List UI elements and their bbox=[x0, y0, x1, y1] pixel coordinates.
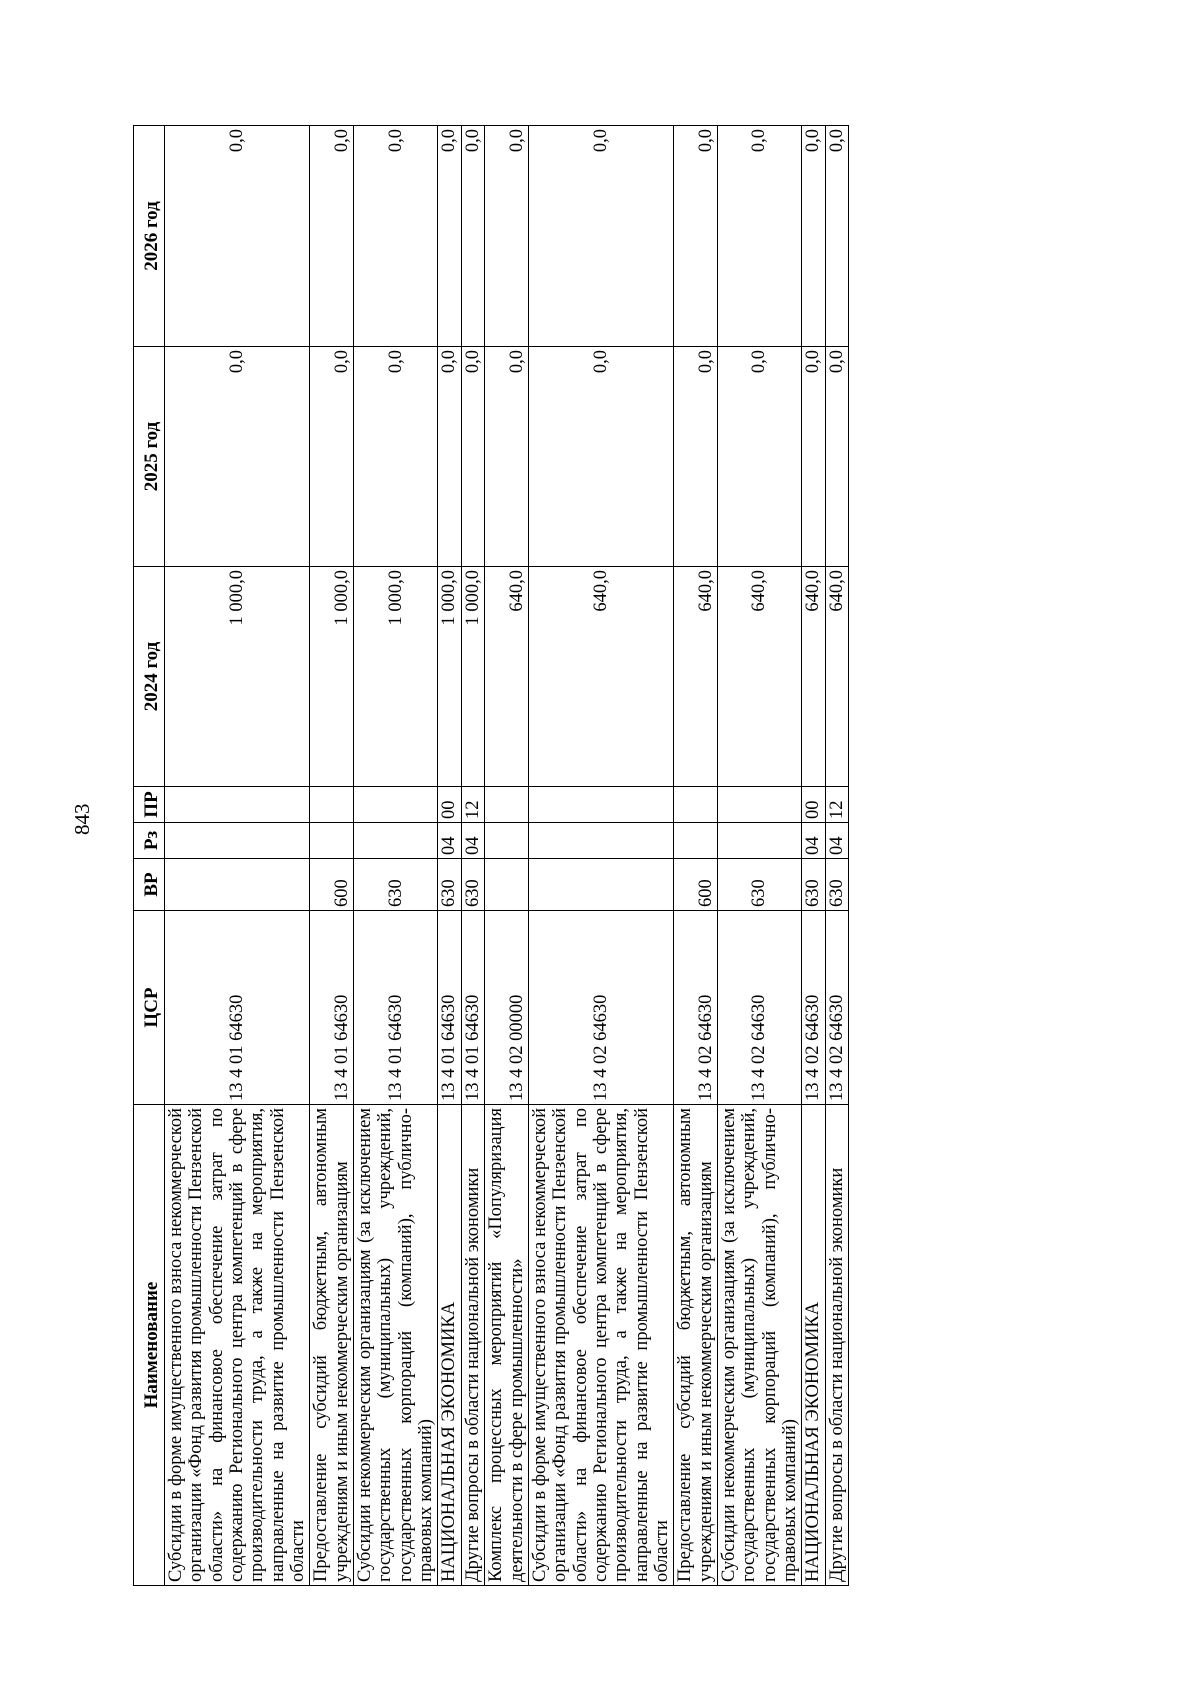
table-row bbox=[438, 126, 461, 1586]
table-cell-2024: 1 000,0 bbox=[461, 567, 484, 787]
header-2026: 2026 год bbox=[134, 126, 165, 347]
table-cell-2026: 0,0 bbox=[310, 126, 354, 347]
table-cell-csr: 13 4 02 64630 bbox=[674, 911, 718, 1105]
table-cell-name: Другие вопросы в области национальной экономики bbox=[461, 1105, 484, 1586]
table-cell-2026: 0,0 bbox=[528, 126, 673, 347]
table-cell-csr: 13 4 01 64630 bbox=[461, 911, 484, 1105]
table-cell-name: Субсидии некоммерческим организациям (за исключением государственных (муниципальных) учреждений, государственных корпораций (компаний), публично-правовых компаний) bbox=[717, 1105, 801, 1586]
table-cell-2024: 1 000,0 bbox=[310, 567, 354, 787]
table-cell-2025: 0,0 bbox=[717, 347, 801, 567]
table-cell-pr bbox=[354, 787, 438, 823]
table-row bbox=[461, 126, 484, 1586]
table-cell-name: НАЦИОНАЛЬНАЯ ЭКОНОМИКА bbox=[438, 1105, 461, 1586]
table-cell-rz bbox=[165, 823, 310, 859]
table-cell-rz bbox=[717, 823, 801, 859]
table-cell-2025: 0,0 bbox=[438, 347, 461, 567]
table-cell-2025: 0,0 bbox=[310, 347, 354, 567]
table-cell-rz bbox=[310, 823, 354, 859]
table-cell-vr bbox=[165, 859, 310, 911]
table-cell-pr: 00 bbox=[802, 787, 825, 823]
table-cell-rz: 04 bbox=[802, 823, 825, 859]
table-cell-vr: 630 bbox=[354, 859, 438, 911]
table-cell-pr bbox=[485, 787, 529, 823]
table-cell-vr: 630 bbox=[825, 859, 848, 911]
table-cell-csr: 13 4 01 64630 bbox=[354, 911, 438, 1105]
table-body bbox=[165, 126, 849, 1586]
table-cell-vr: 630 bbox=[717, 859, 801, 911]
table-cell-pr: 12 bbox=[825, 787, 848, 823]
table-row bbox=[825, 126, 848, 1586]
table-row bbox=[310, 126, 354, 1586]
header-name: Наименование bbox=[134, 1105, 165, 1586]
table-cell-2024: 1 000,0 bbox=[165, 567, 310, 787]
table-cell-2024: 640,0 bbox=[717, 567, 801, 787]
table-cell-rz bbox=[528, 823, 673, 859]
header-rz: Рз bbox=[134, 823, 165, 859]
page-number: 843 bbox=[70, 803, 94, 835]
rotated-page-content bbox=[133, 126, 1063, 1586]
table-cell-csr: 13 4 01 64630 bbox=[165, 911, 310, 1105]
table-cell-2024: 1 000,0 bbox=[438, 567, 461, 787]
header-row bbox=[134, 126, 165, 1586]
table-cell-2025: 0,0 bbox=[354, 347, 438, 567]
table-cell-rz bbox=[354, 823, 438, 859]
table-cell-vr bbox=[528, 859, 673, 911]
table-cell-2026: 0,0 bbox=[825, 126, 848, 347]
table-row bbox=[165, 126, 310, 1586]
table-cell-2024: 1 000,0 bbox=[354, 567, 438, 787]
table-cell-name: Субсидии в форме имущественного взноса некоммерческой организации «Фонд развития промышленности Пензенской области» на финансовое обеспечение затрат по содержанию Регионального центра компетенций в сфере производительности труда, а также на мероприятия, направленные на развитие промышленности Пензенской области bbox=[165, 1105, 310, 1586]
table-cell-csr: 13 4 01 64630 bbox=[438, 911, 461, 1105]
table-cell-name: Субсидии в форме имущественного взноса некоммерческой организации «Фонд развития промышленности Пензенской области» на финансовое обеспечение затрат по содержанию Регионального центра компетенций в сфере производительности труда, а также на мероприятия, направленные на развитие промышленности Пензенской области bbox=[528, 1105, 673, 1586]
table-cell-rz bbox=[485, 823, 529, 859]
table-cell-pr bbox=[310, 787, 354, 823]
table-cell-csr: 13 4 02 64630 bbox=[802, 911, 825, 1105]
table-cell-2026: 0,0 bbox=[485, 126, 529, 347]
table-cell-name: Субсидии некоммерческим организациям (за исключением государственных (муниципальных) учреждений, государственных корпораций (компаний), публично-правовых компаний) bbox=[354, 1105, 438, 1586]
table-cell-2026: 0,0 bbox=[461, 126, 484, 347]
table-row bbox=[528, 126, 673, 1586]
table-cell-2024: 640,0 bbox=[674, 567, 718, 787]
table-cell-pr bbox=[165, 787, 310, 823]
table-cell-2026: 0,0 bbox=[717, 126, 801, 347]
header-2024: 2024 год bbox=[134, 567, 165, 787]
header-pr: ПР bbox=[134, 787, 165, 823]
table-cell-rz bbox=[674, 823, 718, 859]
header-2025: 2025 год bbox=[134, 347, 165, 567]
table-cell-2025: 0,0 bbox=[165, 347, 310, 567]
table-cell-csr: 13 4 02 00000 bbox=[485, 911, 529, 1105]
table-cell-2025: 0,0 bbox=[825, 347, 848, 567]
table-row bbox=[354, 126, 438, 1586]
table-row bbox=[485, 126, 529, 1586]
table-cell-name: НАЦИОНАЛЬНАЯ ЭКОНОМИКА bbox=[802, 1105, 825, 1586]
table-cell-csr: 13 4 02 64630 bbox=[528, 911, 673, 1105]
table-cell-2024: 640,0 bbox=[802, 567, 825, 787]
table-cell-2026: 0,0 bbox=[438, 126, 461, 347]
table-row bbox=[674, 126, 718, 1586]
table-cell-vr bbox=[485, 859, 529, 911]
table-cell-csr: 13 4 02 64630 bbox=[825, 911, 848, 1105]
table-cell-vr: 630 bbox=[438, 859, 461, 911]
table-cell-name: Другие вопросы в области национальной экономики bbox=[825, 1105, 848, 1586]
table-cell-vr: 630 bbox=[461, 859, 484, 911]
table-cell-name: Комплекс процессных мероприятий «Популяризация деятельности в сфере промышленности» bbox=[485, 1105, 529, 1586]
table-cell-2026: 0,0 bbox=[674, 126, 718, 347]
table-row bbox=[802, 126, 825, 1586]
table-cell-vr: 600 bbox=[310, 859, 354, 911]
table-cell-pr bbox=[674, 787, 718, 823]
table-cell-pr: 12 bbox=[461, 787, 484, 823]
table-cell-2025: 0,0 bbox=[528, 347, 673, 567]
table-cell-name: Предоставление субсидий бюджетным, автономным учреждениям и иным некоммерческим организациям bbox=[310, 1105, 354, 1586]
table-cell-2024: 640,0 bbox=[485, 567, 529, 787]
table-cell-pr bbox=[528, 787, 673, 823]
table-cell-vr: 600 bbox=[674, 859, 718, 911]
table-cell-name: Предоставление субсидий бюджетным, автономным учреждениям и иным некоммерческим организациям bbox=[674, 1105, 718, 1586]
table-cell-vr: 630 bbox=[802, 859, 825, 911]
table-cell-rz: 04 bbox=[825, 823, 848, 859]
table-cell-2024: 640,0 bbox=[825, 567, 848, 787]
table-cell-2026: 0,0 bbox=[354, 126, 438, 347]
table-row bbox=[717, 126, 801, 1586]
table-cell-2025: 0,0 bbox=[461, 347, 484, 567]
table-cell-csr: 13 4 02 64630 bbox=[717, 911, 801, 1105]
table-cell-2025: 0,0 bbox=[485, 347, 529, 567]
table-cell-pr: 00 bbox=[438, 787, 461, 823]
table-cell-rz: 04 bbox=[461, 823, 484, 859]
table-cell-2026: 0,0 bbox=[165, 126, 310, 347]
table-cell-pr bbox=[717, 787, 801, 823]
header-csr: ЦСР bbox=[134, 911, 165, 1105]
table-cell-2024: 640,0 bbox=[528, 567, 673, 787]
table-cell-2025: 0,0 bbox=[674, 347, 718, 567]
table-cell-2025: 0,0 bbox=[802, 347, 825, 567]
budget-table bbox=[133, 125, 849, 1586]
table-cell-2026: 0,0 bbox=[802, 126, 825, 347]
table-cell-csr: 13 4 01 64630 bbox=[310, 911, 354, 1105]
header-vr: ВР bbox=[134, 859, 165, 911]
table-cell-rz: 04 bbox=[438, 823, 461, 859]
